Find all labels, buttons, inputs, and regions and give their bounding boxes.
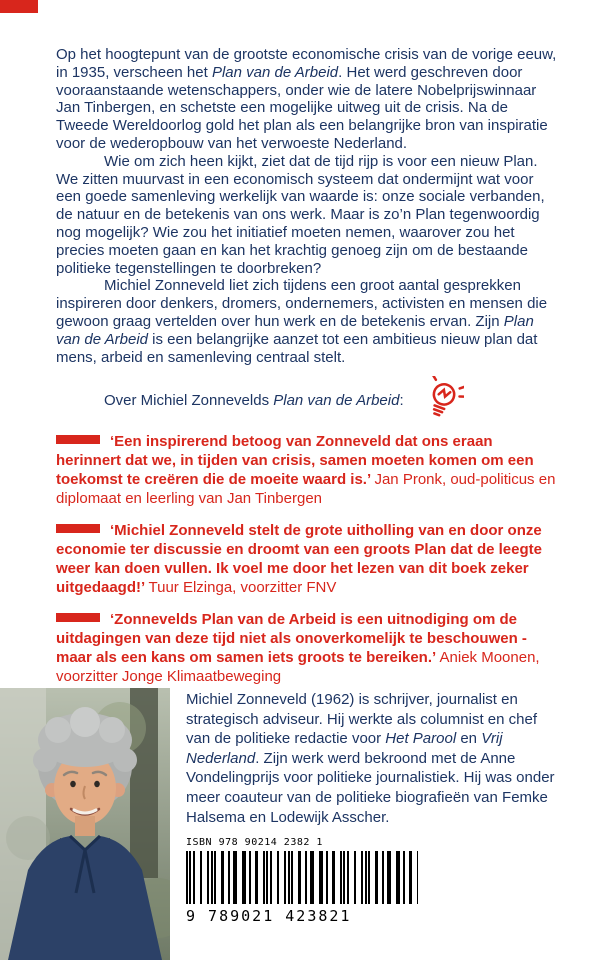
quote-text: ‘Zonnevelds Plan van de Arbeid is een uitnodiging om de uitdagingen van deze tijd niet als onoverkomelijk te beschouwen - maar als een kans om samen iets groots te bereiken.’ Aniek Moonen, voorzitter Jonge Klimaatbeweging <box>56 611 540 686</box>
blurb-text <box>56 46 561 366</box>
body-paragraph: Op het hoogtepunt van de grootste economische crisis van de vorige eeuw, in 1935, verscheen het Plan van de Arbeid. Het werd geschreven door vooraanstaande wetenschappers, onder wie de latere Nobelprijswinnaar Jan Tinbergen, en schetste een mogelijke uitweg uit de crisis. Na de Tweede Wereldoorlog gold het plan als een belangrijke bron van inspiratie voor de wederopbouw van het verwoeste Nederland. <box>56 46 557 152</box>
red-quote-dash <box>56 435 100 444</box>
author-section <box>0 688 601 960</box>
about-heading: Over Michiel Zonnevelds Plan van de Arbeid: <box>104 391 404 409</box>
author-photo <box>0 688 170 960</box>
author-bio-text: Michiel Zonneveld (1962) is schrijver, journalist en strategisch adviseur. Hij werkte als columnist en chef van de politieke redactie voor Het Parool en Vrij Nederland. Zijn werk werd bekroond met de Anne Vondelingprijs voor politieke journalistiek. Hij was onder meer coauteur van de politieke biografieën van Femke Halsema en Lodewijk Asscher. <box>186 691 555 826</box>
red-corner-mark <box>0 0 38 13</box>
body-paragraph: Wie om zich heen kijkt, ziet dat de tijd rijp is voor een nieuw Plan. We zitten muurvast in een economisch systeem dat ondermijnt wat voor een goede samenleving werkelijk van waarde is: onze sociale verbanden, de natuur en de betekenis van ons werk. Maar is zo’n Plan tegenwoordig nog mogelijk? Wie zou het initiatief moeten nemen, waarover zou het precies moeten gaan en kan het krachtig genoeg zijn om de bestaande politieke tegenstellingen te doorbreken? <box>56 152 545 277</box>
author-bio-column <box>186 688 561 960</box>
isbn-block <box>186 837 424 925</box>
quote-block <box>56 521 561 597</box>
quote-text: ‘Een inspirerend betoog van Zonneveld dat ons eraan herinnert dat we, in tijden van crisis, samen moeten komen om een toekomst te creëren die de moeite waard is.’ Jan Pronk, oud-politicus en diplomaat en leerling van Jan Tinbergen <box>56 433 556 508</box>
lightbulb-icon <box>420 376 464 424</box>
quote-block <box>56 610 561 686</box>
red-quote-dash <box>56 613 100 622</box>
quote-block <box>56 432 561 508</box>
isbn-number: 9 789021 423821 <box>186 907 352 926</box>
body-paragraph: Michiel Zonneveld liet zich tijdens een groot aantal gesprekken inspireren door denkers, dromers, ondernemers, activisten en mensen die gewoon graag vertelden over hun werk en de betekenis ervan. Zijn Plan van de Arbeid is een belangrijke aanzet tot een ambitieus nieuw plan dat mens, arbeid en samenleving centraal stelt. <box>56 277 548 366</box>
red-quote-dash <box>56 524 100 533</box>
about-heading-row <box>104 376 561 424</box>
isbn-label: ISBN 978 90214 2382 1 <box>186 837 323 849</box>
quote-text: ‘Michiel Zonneveld stelt de grote uitholling van en door onze economie ter discussie en droomt van een groots Plan dat de leegte weer kan doen vullen. Ik voel me door het lezen van dit boek zeker uitgedaagd!’ Tuur Elzinga, voorzitter FNV <box>56 522 542 597</box>
quotes-section <box>56 432 561 686</box>
ean-barcode <box>186 851 418 904</box>
